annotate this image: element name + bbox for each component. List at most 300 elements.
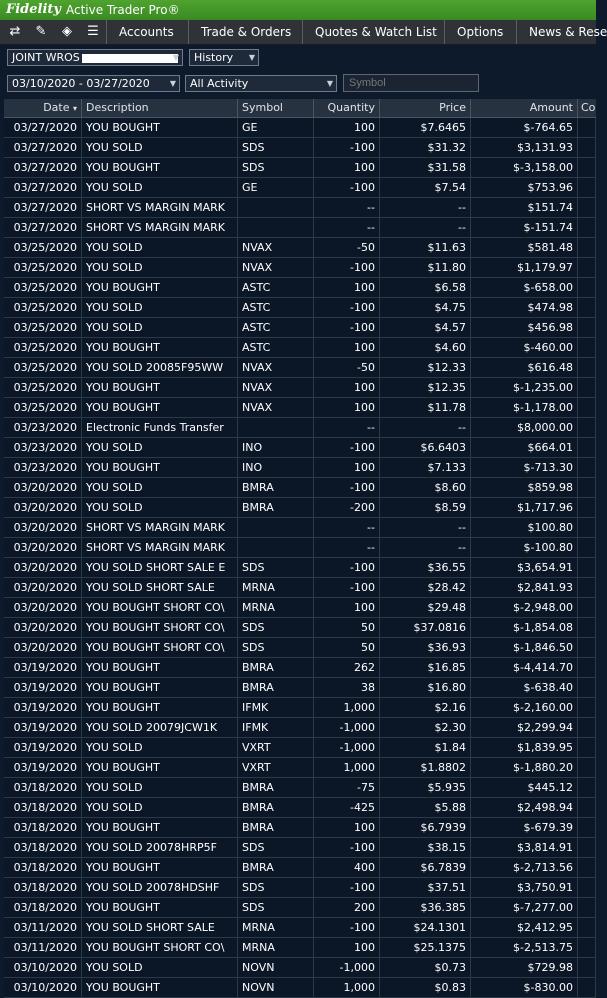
cell-amount: $100.80 — [471, 518, 578, 537]
table-row[interactable] — [4, 318, 596, 338]
cell-symbol: VXRT — [238, 738, 314, 757]
cell-price: -- — [380, 198, 471, 217]
date-range-dropdown[interactable] — [7, 75, 180, 92]
table-row[interactable] — [4, 598, 596, 618]
cell-symbol: SDS — [238, 138, 314, 157]
table-row[interactable] — [4, 158, 596, 178]
cell-date: 03/27/2020 — [4, 138, 82, 157]
cell-co — [578, 178, 596, 197]
cell-description: YOU BOUGHT — [82, 658, 238, 677]
table-row[interactable] — [4, 298, 596, 318]
menu-news-research[interactable]: News & Rese — [516, 20, 596, 44]
cell-description: YOU BOUGHT — [82, 118, 238, 137]
cell-amount: $-2,713.56 — [471, 858, 578, 877]
cell-co — [578, 158, 596, 177]
cell-quantity: 50 — [314, 638, 380, 657]
cell-date: 03/25/2020 — [4, 398, 82, 417]
cell-date: 03/10/2020 — [4, 958, 82, 977]
table-row[interactable] — [4, 238, 596, 258]
cell-description: YOU SOLD — [82, 178, 238, 197]
table-row[interactable] — [4, 398, 596, 418]
cell-price: $5.935 — [380, 778, 471, 797]
cell-co — [578, 258, 596, 277]
cell-description: YOU SOLD — [82, 238, 238, 257]
cell-price: $6.58 — [380, 278, 471, 297]
cell-co — [578, 558, 596, 577]
cell-description: YOU BOUGHT SHORT CO\ — [82, 938, 238, 957]
chevron-down-icon: ▼ — [172, 53, 179, 62]
cell-price: $24.1301 — [380, 918, 471, 937]
cell-date: 03/25/2020 — [4, 378, 82, 397]
table-row[interactable] — [4, 718, 596, 738]
cell-co — [578, 118, 596, 137]
cell-description: YOU SOLD — [82, 798, 238, 817]
transfer-icon[interactable]: ⇄ — [9, 24, 21, 39]
cell-amount: $-7,277.00 — [471, 898, 578, 917]
cell-description: YOU SOLD SHORT SALE — [82, 578, 238, 597]
cell-date: 03/11/2020 — [4, 918, 82, 937]
cell-description: SHORT VS MARGIN MARK — [82, 198, 238, 217]
cell-amount: $3,654.91 — [471, 558, 578, 577]
cell-amount: $474.98 — [471, 298, 578, 317]
cell-quantity: 100 — [314, 118, 380, 137]
symbol-input[interactable] — [343, 74, 479, 92]
cell-amount: $581.48 — [471, 238, 578, 257]
cell-date: 03/19/2020 — [4, 658, 82, 677]
view-dropdown[interactable] — [189, 49, 259, 66]
cell-date: 03/23/2020 — [4, 458, 82, 477]
cell-amount: $-713.30 — [471, 458, 578, 477]
cell-amount: $-2,160.00 — [471, 698, 578, 717]
cell-amount: $859.98 — [471, 478, 578, 497]
cell-symbol: MRNA — [238, 918, 314, 937]
cell-description: YOU SOLD 20078HDSHF — [82, 878, 238, 897]
cell-quantity: -100 — [314, 838, 380, 857]
cell-quantity: -50 — [314, 358, 380, 377]
table-row[interactable] — [4, 918, 596, 938]
cell-description: YOU BOUGHT — [82, 858, 238, 877]
cell-co — [578, 958, 596, 977]
cell-quantity: -100 — [314, 298, 380, 317]
cell-date: 03/20/2020 — [4, 598, 82, 617]
table-row[interactable] — [4, 558, 596, 578]
table-row[interactable] — [4, 518, 596, 538]
cell-amount: $1,717.96 — [471, 498, 578, 517]
cell-symbol: ASTC — [238, 298, 314, 317]
table-row[interactable] — [4, 978, 596, 998]
table-row[interactable] — [4, 138, 596, 158]
cell-price: $7.54 — [380, 178, 471, 197]
cell-symbol: ASTC — [238, 338, 314, 357]
cell-symbol: BMRA — [238, 798, 314, 817]
cell-co — [578, 438, 596, 457]
cell-price: $4.60 — [380, 338, 471, 357]
activity-filter-dropdown[interactable] — [185, 75, 337, 92]
cell-description: YOU BOUGHT SHORT CO\ — [82, 598, 238, 617]
cell-symbol: SDS — [238, 618, 314, 637]
table-row[interactable] — [4, 858, 596, 878]
cell-quantity: 100 — [314, 458, 380, 477]
cell-description: YOU BOUGHT — [82, 458, 238, 477]
table-row[interactable] — [4, 438, 596, 458]
cell-date: 03/19/2020 — [4, 758, 82, 777]
table-row[interactable] — [4, 118, 596, 138]
cell-quantity: -1,000 — [314, 958, 380, 977]
cell-co — [578, 618, 596, 637]
cell-amount: $-2,948.00 — [471, 598, 578, 617]
cell-co — [578, 378, 596, 397]
cell-description: YOU SOLD — [82, 498, 238, 517]
table-row[interactable] — [4, 938, 596, 958]
cell-price: $31.32 — [380, 138, 471, 157]
table-row[interactable] — [4, 418, 596, 438]
cell-symbol: BMRA — [238, 858, 314, 877]
cell-amount: $-3,158.00 — [471, 158, 578, 177]
cell-co — [578, 678, 596, 697]
cell-date: 03/20/2020 — [4, 638, 82, 657]
cell-symbol — [238, 198, 314, 217]
cell-date: 03/19/2020 — [4, 698, 82, 717]
cell-amount: $456.98 — [471, 318, 578, 337]
cell-co — [578, 858, 596, 877]
cell-symbol: IFMK — [238, 698, 314, 717]
cell-price: $36.55 — [380, 558, 471, 577]
cell-date: 03/18/2020 — [4, 878, 82, 897]
table-row[interactable] — [4, 958, 596, 978]
cell-date: 03/10/2020 — [4, 978, 82, 997]
cell-description: YOU BOUGHT — [82, 758, 238, 777]
table-row[interactable] — [4, 578, 596, 598]
cell-price: $6.6403 — [380, 438, 471, 457]
cell-amount: $616.48 — [471, 358, 578, 377]
cell-date: 03/20/2020 — [4, 518, 82, 537]
cell-quantity: -425 — [314, 798, 380, 817]
cell-price: $1.84 — [380, 738, 471, 757]
table-row[interactable] — [4, 698, 596, 718]
cell-amount: $-658.00 — [471, 278, 578, 297]
cell-description: YOU SOLD SHORT SALE E — [82, 558, 238, 577]
cell-amount: $-830.00 — [471, 978, 578, 997]
cell-amount: $8,000.00 — [471, 418, 578, 437]
account-dropdown[interactable] — [7, 49, 183, 66]
cell-symbol — [238, 518, 314, 537]
cell-price: $12.33 — [380, 358, 471, 377]
cell-symbol: GE — [238, 178, 314, 197]
cell-amount: $-460.00 — [471, 338, 578, 357]
cell-amount: $753.96 — [471, 178, 578, 197]
cell-date: 03/19/2020 — [4, 738, 82, 757]
cell-amount: $3,814.91 — [471, 838, 578, 857]
cell-price: $1.8802 — [380, 758, 471, 777]
cell-symbol: BMRA — [238, 498, 314, 517]
app-title: Active Trader Pro® — [66, 3, 180, 17]
cell-quantity: -- — [314, 538, 380, 557]
cell-date: 03/25/2020 — [4, 318, 82, 337]
cell-symbol: BMRA — [238, 778, 314, 797]
column-header-description[interactable]: Description — [82, 99, 238, 117]
cell-amount: $-679.39 — [471, 818, 578, 837]
cell-date: 03/18/2020 — [4, 818, 82, 837]
cell-price: -- — [380, 518, 471, 537]
menu-accounts[interactable]: Accounts — [106, 20, 188, 44]
table-row[interactable] — [4, 498, 596, 518]
cell-symbol: BMRA — [238, 818, 314, 837]
cell-symbol: NVAX — [238, 378, 314, 397]
tag-icon[interactable]: ◈ — [62, 24, 72, 39]
column-header-symbol[interactable]: Symbol — [238, 99, 314, 117]
cell-quantity: 100 — [314, 398, 380, 417]
cell-co — [578, 278, 596, 297]
cell-date: 03/23/2020 — [4, 418, 82, 437]
cell-co — [578, 518, 596, 537]
cell-co — [578, 418, 596, 437]
account-number-redacted — [82, 54, 178, 63]
table-row[interactable] — [4, 458, 596, 478]
column-header-amount[interactable]: Amount — [471, 99, 578, 117]
cell-date: 03/20/2020 — [4, 478, 82, 497]
cell-date: 03/18/2020 — [4, 898, 82, 917]
table-row[interactable] — [4, 178, 596, 198]
table-row[interactable] — [4, 638, 596, 658]
list-icon[interactable]: ☰ — [87, 24, 99, 39]
cell-amount: $729.98 — [471, 958, 578, 977]
cell-date: 03/27/2020 — [4, 158, 82, 177]
cell-symbol — [238, 418, 314, 437]
cell-date: 03/20/2020 — [4, 558, 82, 577]
cell-quantity: 100 — [314, 938, 380, 957]
table-row[interactable] — [4, 738, 596, 758]
cell-symbol: MRNA — [238, 938, 314, 957]
cell-amount: $-1,235.00 — [471, 378, 578, 397]
title-bar — [0, 0, 596, 20]
cell-description: YOU SOLD 20085F95WW — [82, 358, 238, 377]
cell-quantity: 100 — [314, 278, 380, 297]
cell-co — [578, 458, 596, 477]
cell-price: $16.80 — [380, 678, 471, 697]
cell-quantity: -- — [314, 218, 380, 237]
column-header-quantity[interactable]: Quantity — [314, 99, 380, 117]
cell-quantity: 400 — [314, 858, 380, 877]
cell-date: 03/11/2020 — [4, 938, 82, 957]
table-header — [4, 99, 596, 118]
cell-date: 03/20/2020 — [4, 618, 82, 637]
cell-quantity: 100 — [314, 378, 380, 397]
cell-quantity: -1,000 — [314, 738, 380, 757]
cell-price: $36.385 — [380, 898, 471, 917]
cell-description: YOU SOLD — [82, 138, 238, 157]
account-name: JOINT WROS — [12, 51, 80, 64]
chevron-down-icon: ▼ — [169, 79, 176, 88]
table-row[interactable] — [4, 758, 596, 778]
cell-quantity: -- — [314, 198, 380, 217]
cell-description: YOU BOUGHT — [82, 698, 238, 717]
cell-quantity: 1,000 — [314, 978, 380, 997]
menu-bar — [0, 20, 607, 45]
cell-quantity: -- — [314, 518, 380, 537]
cell-symbol: SDS — [238, 878, 314, 897]
cell-description: YOU SOLD — [82, 478, 238, 497]
cell-symbol: NVAX — [238, 238, 314, 257]
cell-description: YOU SOLD 20078HRP5F — [82, 838, 238, 857]
table-row[interactable] — [4, 778, 596, 798]
cell-price: $36.93 — [380, 638, 471, 657]
transaction-table-body — [4, 118, 596, 998]
column-header-co[interactable]: Co — [581, 101, 596, 114]
table-row[interactable] — [4, 358, 596, 378]
cell-symbol: IFMK — [238, 718, 314, 737]
cell-symbol: NOVN — [238, 978, 314, 997]
cell-date: 03/27/2020 — [4, 118, 82, 137]
cell-co — [578, 578, 596, 597]
cell-description: YOU BOUGHT — [82, 338, 238, 357]
cell-co — [578, 758, 596, 777]
cell-co — [578, 598, 596, 617]
cell-price: $0.83 — [380, 978, 471, 997]
activity-filter-label: All Activity — [190, 77, 249, 90]
sort-descending-icon: ▾ — [72, 104, 77, 113]
cell-co — [578, 698, 596, 717]
table-row[interactable] — [4, 618, 596, 638]
cell-price: $2.30 — [380, 718, 471, 737]
cell-quantity: -100 — [314, 558, 380, 577]
cell-symbol: NVAX — [238, 398, 314, 417]
cell-price: $11.78 — [380, 398, 471, 417]
cell-date: 03/27/2020 — [4, 178, 82, 197]
column-header-date[interactable]: Date ▾ — [4, 99, 82, 117]
table-row[interactable] — [4, 478, 596, 498]
cell-price: $25.1375 — [380, 938, 471, 957]
menu-trade-orders[interactable]: Trade & Orders — [188, 20, 302, 44]
table-row[interactable] — [4, 798, 596, 818]
cell-price: $37.0816 — [380, 618, 471, 637]
cell-price: $16.85 — [380, 658, 471, 677]
cell-description: YOU BOUGHT — [82, 398, 238, 417]
cell-amount: $-2,513.75 — [471, 938, 578, 957]
cell-price: $5.88 — [380, 798, 471, 817]
cell-date: 03/25/2020 — [4, 258, 82, 277]
cell-co — [578, 918, 596, 937]
table-row[interactable] — [4, 258, 596, 278]
cell-amount: $-1,846.50 — [471, 638, 578, 657]
cell-amount: $-1,854.08 — [471, 618, 578, 637]
cell-date: 03/18/2020 — [4, 798, 82, 817]
cell-quantity: -100 — [314, 258, 380, 277]
cell-date: 03/27/2020 — [4, 198, 82, 217]
cell-date: 03/18/2020 — [4, 778, 82, 797]
cell-description: YOU SOLD — [82, 738, 238, 757]
cell-amount: $151.74 — [471, 198, 578, 217]
cell-description: YOU BOUGHT — [82, 158, 238, 177]
cell-quantity: 1,000 — [314, 698, 380, 717]
cell-price: $8.59 — [380, 498, 471, 517]
cell-co — [578, 498, 596, 517]
cell-price: $7.6465 — [380, 118, 471, 137]
cell-date: 03/20/2020 — [4, 538, 82, 557]
cell-amount: $-100.80 — [471, 538, 578, 557]
cell-price: $29.48 — [380, 598, 471, 617]
cell-description: Electronic Funds Transfer — [82, 418, 238, 437]
cell-quantity: -100 — [314, 178, 380, 197]
cell-quantity: -75 — [314, 778, 380, 797]
cell-co — [578, 318, 596, 337]
cell-price: $6.7839 — [380, 858, 471, 877]
table-row[interactable] — [4, 538, 596, 558]
cell-description: YOU BOUGHT SHORT CO\ — [82, 618, 238, 637]
cell-date: 03/25/2020 — [4, 358, 82, 377]
cell-description: SHORT VS MARGIN MARK — [82, 518, 238, 537]
cell-price: -- — [380, 538, 471, 557]
cell-co — [578, 298, 596, 317]
cell-description: YOU SOLD — [82, 258, 238, 277]
table-row[interactable] — [4, 678, 596, 698]
cell-description: YOU SOLD 20079JCW1K — [82, 718, 238, 737]
column-header-price[interactable]: Price — [380, 99, 471, 117]
menu-quotes-watch-list[interactable]: Quotes & Watch List — [302, 20, 444, 44]
edit-order-icon[interactable]: ✎ — [35, 24, 47, 39]
cell-co — [578, 878, 596, 897]
cell-description: YOU BOUGHT — [82, 978, 238, 997]
table-row[interactable] — [4, 378, 596, 398]
table-row[interactable] — [4, 898, 596, 918]
cell-symbol: INO — [238, 458, 314, 477]
cell-price: $31.58 — [380, 158, 471, 177]
cell-quantity: 100 — [314, 598, 380, 617]
cell-date: 03/25/2020 — [4, 278, 82, 297]
cell-description: YOU BOUGHT — [82, 278, 238, 297]
table-row[interactable] — [4, 278, 596, 298]
cell-description: YOU SOLD SHORT SALE — [82, 918, 238, 937]
cell-price: $2.16 — [380, 698, 471, 717]
cell-price: $4.75 — [380, 298, 471, 317]
cell-quantity: -100 — [314, 438, 380, 457]
cell-description: SHORT VS MARGIN MARK — [82, 218, 238, 237]
cell-co — [578, 338, 596, 357]
cell-symbol: BMRA — [238, 478, 314, 497]
table-row[interactable] — [4, 878, 596, 898]
cell-symbol: SDS — [238, 638, 314, 657]
cell-description: YOU BOUGHT — [82, 898, 238, 917]
table-row[interactable] — [4, 198, 596, 218]
cell-amount: $445.12 — [471, 778, 578, 797]
table-row[interactable] — [4, 658, 596, 678]
cell-description: YOU BOUGHT — [82, 678, 238, 697]
cell-co — [578, 818, 596, 837]
cell-quantity: -100 — [314, 138, 380, 157]
cell-co — [578, 658, 596, 677]
cell-date: 03/20/2020 — [4, 578, 82, 597]
table-row[interactable] — [4, 838, 596, 858]
cell-co — [578, 138, 596, 157]
cell-price: $8.60 — [380, 478, 471, 497]
cell-symbol: MRNA — [238, 578, 314, 597]
menu-options[interactable]: Options — [444, 20, 516, 44]
cell-quantity: 200 — [314, 898, 380, 917]
cell-date: 03/25/2020 — [4, 238, 82, 257]
cell-co — [578, 638, 596, 657]
table-row[interactable] — [4, 218, 596, 238]
table-row[interactable] — [4, 818, 596, 838]
cell-co — [578, 398, 596, 417]
cell-date: 03/19/2020 — [4, 718, 82, 737]
cell-amount: $2,412.95 — [471, 918, 578, 937]
cell-quantity: -50 — [314, 238, 380, 257]
cell-amount: $-151.74 — [471, 218, 578, 237]
table-row[interactable] — [4, 338, 596, 358]
cell-description: YOU SOLD — [82, 298, 238, 317]
cell-price: $12.35 — [380, 378, 471, 397]
cell-price: $11.80 — [380, 258, 471, 277]
cell-description: YOU SOLD — [82, 778, 238, 797]
